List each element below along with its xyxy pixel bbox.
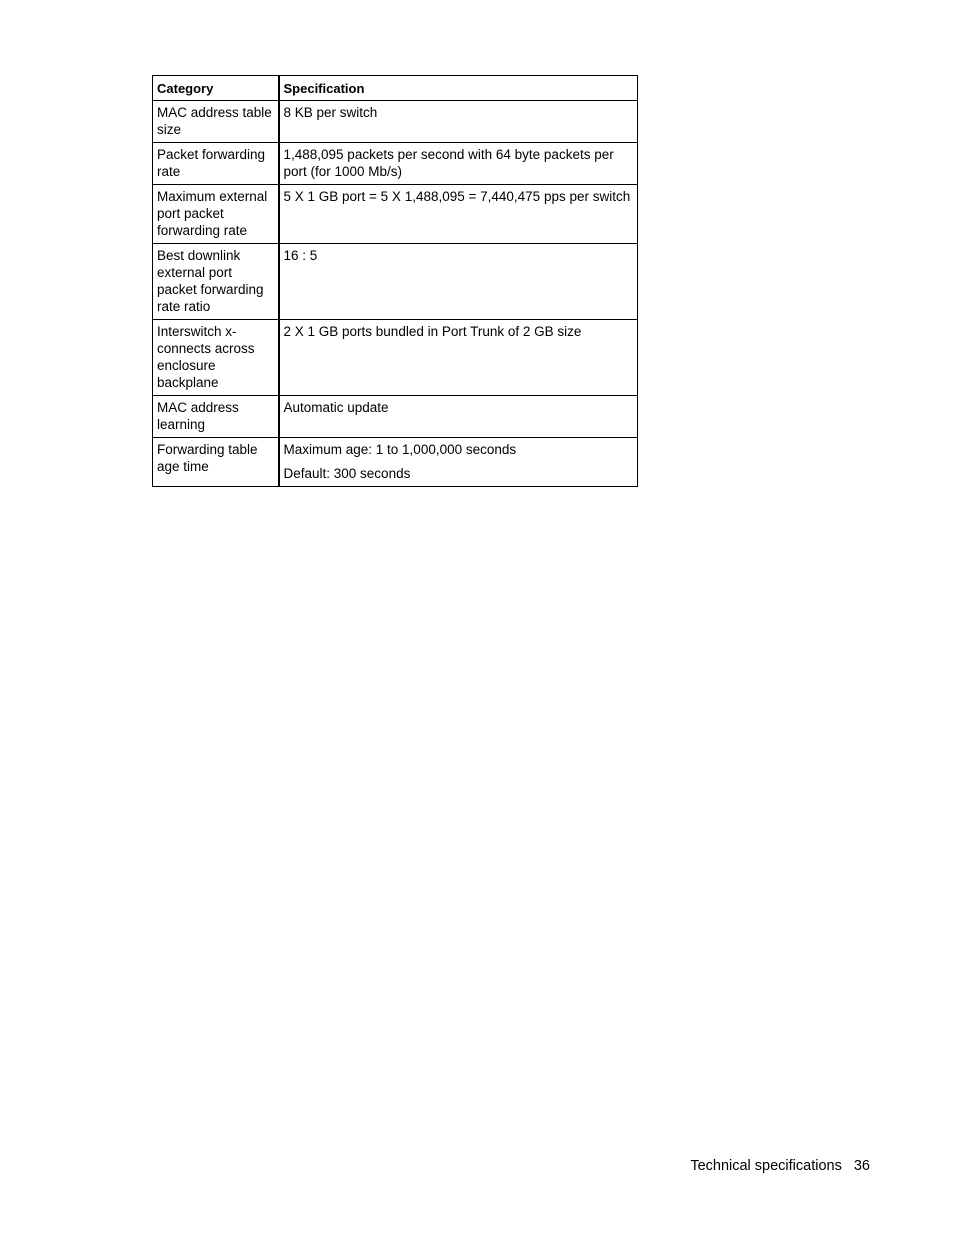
specification-cell: [279, 185, 638, 244]
category-cell: Interswitch x-connects across enclosure backplane: [153, 320, 279, 396]
specification-text: 5 X 1 GB port = 5 X 1,488,095 = 7,440,475 pps per switch: [283, 189, 631, 204]
specification-cell: [279, 244, 638, 320]
page-footer: [680, 1158, 870, 1174]
specifications-table: [152, 75, 638, 487]
category-cell: MAC address table size: [153, 101, 279, 143]
column-header-category: Category: [153, 76, 279, 101]
specification-text: 16 : 5: [283, 248, 318, 263]
table-row: [153, 101, 638, 143]
category-cell: Packet forwarding rate: [153, 143, 279, 185]
category-cell: Maximum external port packet forwarding rate: [153, 185, 279, 244]
specification-cell: [279, 320, 638, 396]
specification-text: Maximum age: 1 to 1,000,000 seconds: [283, 442, 517, 457]
specification-text: Default: 300 seconds: [283, 466, 411, 481]
table-row: [153, 438, 638, 487]
specification-cell: [279, 101, 638, 143]
specification-text: 8 KB per switch: [283, 105, 378, 120]
footer-section-title: Technical specifications: [690, 1158, 842, 1174]
table-row: [153, 185, 638, 244]
table-row: [153, 396, 638, 438]
table-row: [153, 143, 638, 185]
category-cell: MAC address learning: [153, 396, 279, 438]
table-row: [153, 244, 638, 320]
column-header-specification: Specification: [279, 76, 638, 101]
specification-text: Automatic update: [283, 400, 389, 415]
table-header-row: [153, 76, 638, 101]
page-number: 36: [853, 1158, 870, 1174]
specification-cell: [279, 143, 638, 185]
specification-text: 2 X 1 GB ports bundled in Port Trunk of 2 GB size: [283, 324, 582, 339]
category-cell: Forwarding table age time: [153, 438, 279, 487]
specification-cell: [279, 438, 638, 487]
table-row: [153, 320, 638, 396]
specification-text: 1,488,095 packets per second with 64 byte packets per port (for 1000 Mb/s): [283, 147, 614, 179]
category-cell: Best downlink external port packet forwarding rate ratio: [153, 244, 279, 320]
specification-cell: [279, 396, 638, 438]
